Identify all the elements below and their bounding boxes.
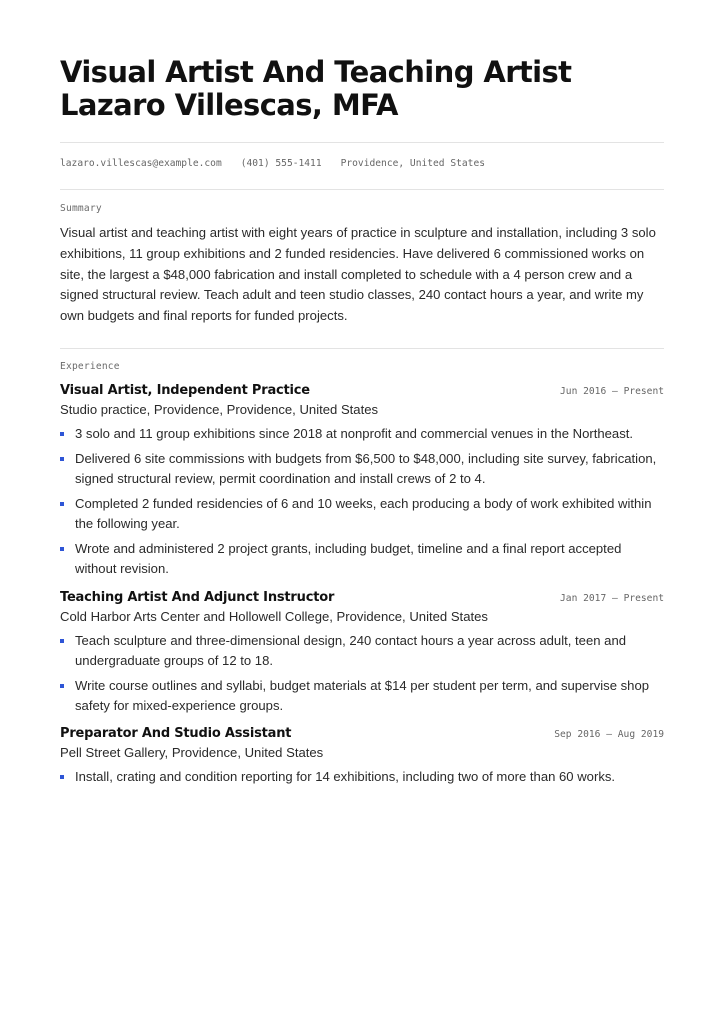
bullet-item (60, 676, 664, 717)
summary-label: Summary (60, 203, 102, 214)
contact-divider (60, 189, 664, 190)
summary-divider (60, 348, 664, 349)
summary-text: Visual artist and teaching artist with eight years of practice in sculpture and installation, including 3 solo exhibitions, 11 group exhibitions and 2 funded residencies. Have delivered 6 commissioned works on site, the largest a $48,000 fabrication and install completed to schedule with a 4 person crew and a signed structural review. Teach adult and teen studio classes, 240 contact hours a year, and write my own budgets and final reports for funded projects. (60, 225, 656, 324)
experience-entry (60, 383, 664, 580)
job-dates: Sep 2016 – Aug 2019 (554, 729, 664, 741)
job-organization: Studio practice, Providence, Providence, United States (60, 401, 379, 417)
bullet-item (60, 631, 664, 672)
job-bullets (60, 424, 664, 580)
experience-entry (60, 590, 664, 717)
bullet-item (60, 424, 664, 444)
bullet-text: Write course outlines and syllabi, budget materials at $14 per student per term, and supervise shop safety for mixed-experience groups. (75, 677, 650, 713)
bullet-text: 3 solo and 11 group exhibitions since 2018 at nonprofit and commercial venues in the Northeast. (75, 425, 634, 441)
bullet-item (60, 767, 664, 787)
job-title: Visual Artist, Independent Practice (60, 382, 310, 398)
contact-location: Providence, United States (340, 158, 486, 169)
bullet-item (60, 494, 664, 535)
bullet-item (60, 539, 664, 580)
job-title: Preparator And Studio Assistant (60, 726, 292, 742)
contact-line (60, 158, 664, 169)
experience-entry (60, 726, 664, 787)
bullet-square-icon (60, 432, 64, 436)
bullet-square-icon (60, 775, 64, 779)
bullet-text: Completed 2 funded residencies of 6 and 10 weeks, each producing a body of work exhibited within the following year. (75, 495, 652, 532)
job-title: Teaching Artist And Adjunct Instructor (60, 589, 335, 605)
bullet-text: Teach sculpture and three-dimensional design, 240 contact hours a year across adult, teen and undergraduate groups of 12 to 18. (75, 632, 627, 668)
bullet-square-icon (60, 639, 64, 643)
job-organization: Cold Harbor Arts Center and Hollowell College, Providence, United States (60, 608, 488, 624)
bullet-item (60, 449, 664, 490)
bullet-text: Install, crating and condition reporting for 14 exhibitions, including two of more than 60 works. (75, 769, 616, 785)
bullet-text: Wrote and administered 2 project grants, including budget, timeline and a final report accepted without revision. (75, 540, 622, 577)
candidate-name: Visual Artist And Teaching Artist Lazaro Villescas, MFA (60, 55, 572, 122)
contact-phone[interactable]: (401) 555-1411 (240, 158, 322, 169)
bullet-square-icon (60, 457, 64, 461)
contact-email[interactable]: lazaro.villescas@example.com (60, 158, 222, 169)
experience-label: Experience (60, 360, 120, 372)
bullet-square-icon (60, 684, 64, 688)
job-bullets (60, 631, 664, 717)
job-organization: Pell Street Gallery, Providence, United States (60, 745, 324, 761)
job-dates: Jun 2016 – Present (560, 385, 664, 397)
bullet-square-icon (60, 547, 64, 551)
bullet-text: Delivered 6 site commissions with budgets from $6,500 to $48,000, including site survey, fabrication, signed structural review, permit coordination and install crews of 2 to 4. (75, 450, 657, 487)
job-bullets (60, 767, 664, 787)
header-divider (60, 142, 664, 143)
job-dates: Jan 2017 – Present (560, 592, 664, 604)
bullet-square-icon (60, 502, 64, 506)
